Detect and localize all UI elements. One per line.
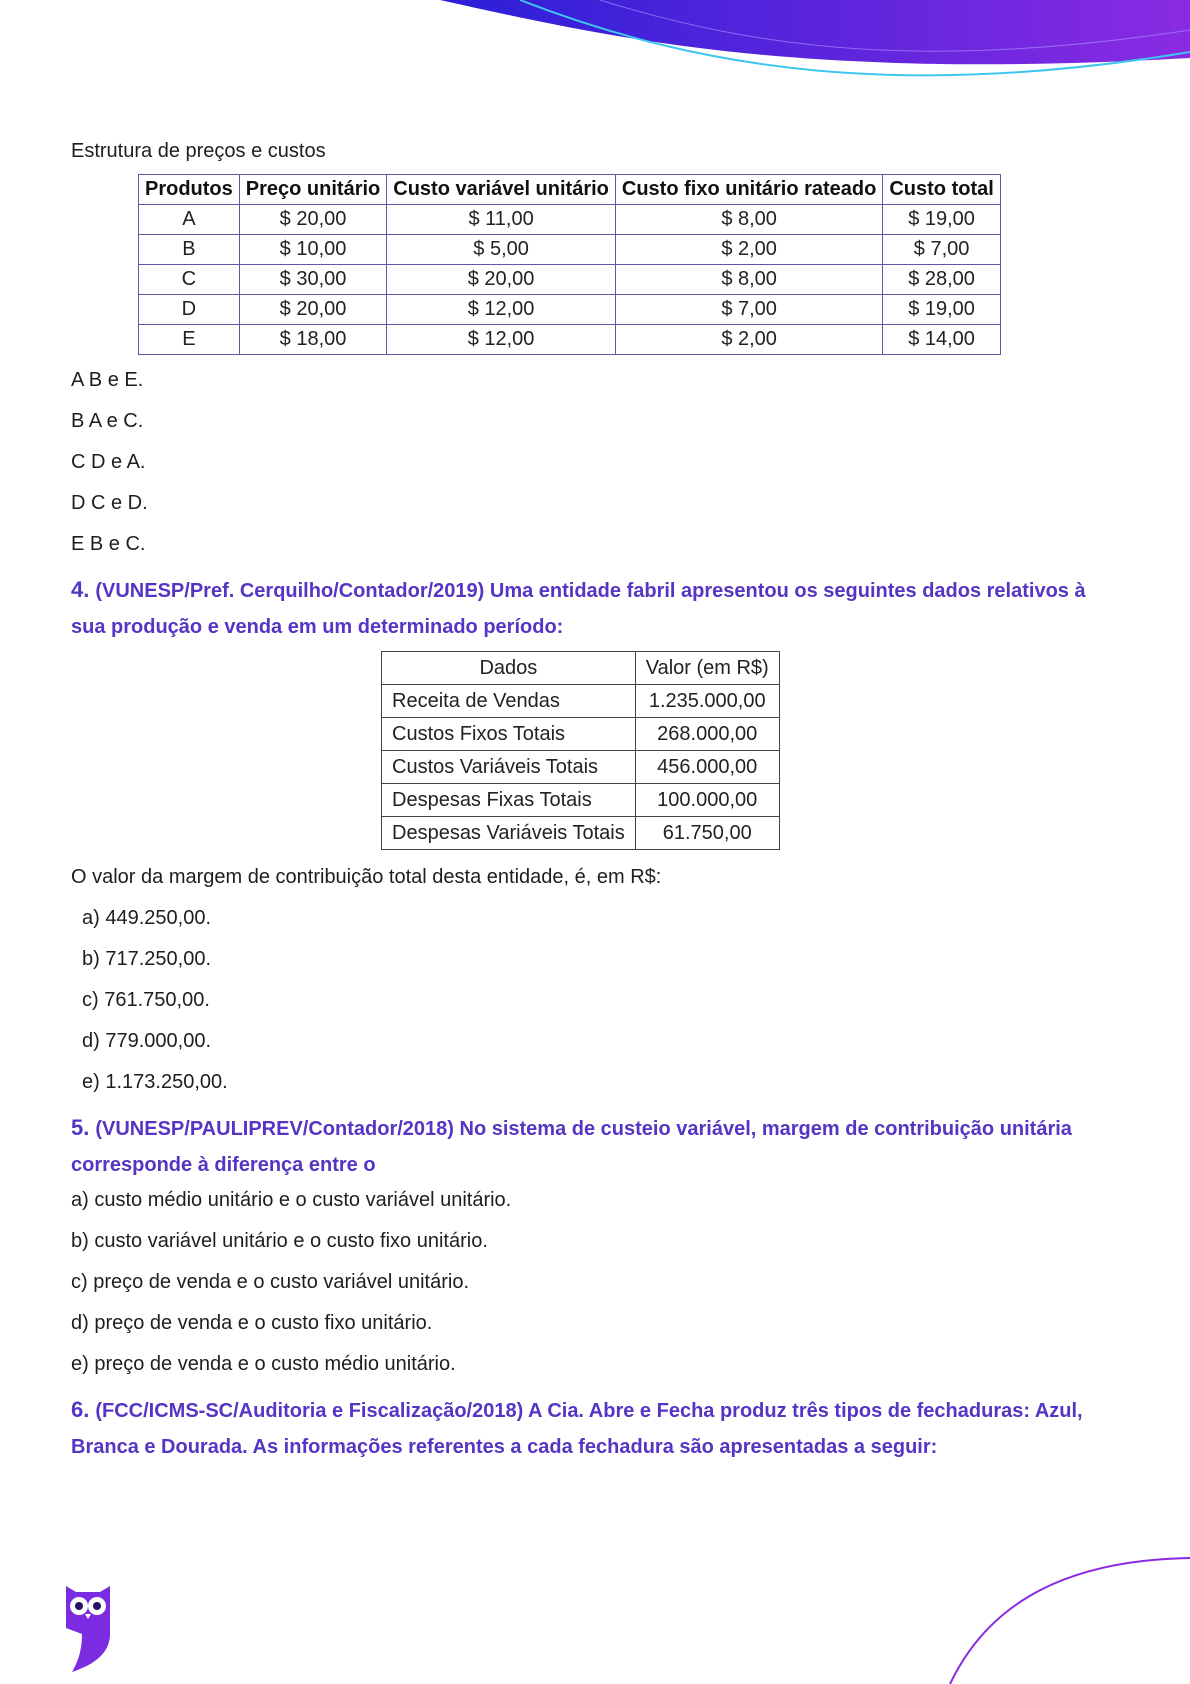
table-cell: Despesas Fixas Totais [382, 784, 636, 817]
table-row [382, 751, 780, 784]
table-cell: 1.235.000,00 [635, 685, 779, 718]
table-cell: $ 12,00 [387, 325, 616, 355]
table-cell: C [139, 265, 240, 295]
table-cell: $ 8,00 [615, 205, 882, 235]
owl-logo-icon [60, 1578, 116, 1674]
table-row [139, 295, 1001, 325]
table-cell: $ 20,00 [387, 265, 616, 295]
table-row [382, 817, 780, 850]
answer-option: e) 1.173.250,00. [82, 1071, 228, 1093]
table-cell: $ 5,00 [387, 235, 616, 265]
header-cell: Dados [382, 652, 636, 685]
answer-option: B A e C. [71, 410, 144, 432]
table-cell: $ 8,00 [615, 265, 882, 295]
table-cell: $ 30,00 [239, 265, 386, 295]
header-cell: Custo total [883, 175, 1000, 205]
table-cell: $ 20,00 [239, 295, 386, 325]
table-cell: A [139, 205, 240, 235]
table-cell: $ 2,00 [615, 235, 882, 265]
table-cell: Custos Variáveis Totais [382, 751, 636, 784]
table-cell: $ 7,00 [615, 295, 882, 325]
answer-option: c) 761.750,00. [82, 989, 210, 1011]
table-row [382, 685, 780, 718]
question-5-statement [71, 1110, 1121, 1183]
table-cell: D [139, 295, 240, 325]
header-wave-decoration [0, 0, 1190, 110]
table-cell: $ 14,00 [883, 325, 1000, 355]
header-cell: Preço unitário [239, 175, 386, 205]
question-text: (VUNESP/Pref. Cerquilho/Contador/2019) Uma entidade fabril apresentou os seguintes dados relativos à sua produção e venda em um determinado período: [71, 580, 1086, 638]
header-cell: Custo fixo unitário rateado [615, 175, 882, 205]
answer-option: E B e C. [71, 533, 146, 555]
table-cell: $ 7,00 [883, 235, 1000, 265]
table-row [139, 235, 1001, 265]
question-number: 5. [71, 1115, 90, 1140]
answer-option: d) preço de venda e o custo fixo unitário. [71, 1312, 433, 1334]
answer-option: A B e E. [71, 369, 144, 391]
answer-option: D C e D. [71, 492, 148, 514]
header-cell: Custo variável unitário [387, 175, 616, 205]
table-row [139, 265, 1001, 295]
answer-option: c) preço de venda e o custo variável unitário. [71, 1271, 469, 1293]
table-header-row [139, 175, 1001, 205]
question-6-statement [71, 1392, 1121, 1465]
answer-option: a) custo médio unitário e o custo variável unitário. [71, 1189, 512, 1211]
table-cell: Despesas Variáveis Totais [382, 817, 636, 850]
answer-option: b) 717.250,00. [82, 948, 211, 970]
question-4-statement [71, 572, 1121, 645]
table-row [382, 718, 780, 751]
table-header-row [382, 652, 780, 685]
table-cell: Receita de Vendas [382, 685, 636, 718]
answer-option: b) custo variável unitário e o custo fixo unitário. [71, 1230, 488, 1252]
table-cell: $ 11,00 [387, 205, 616, 235]
table-cell: $ 19,00 [883, 205, 1000, 235]
table-cell: 100.000,00 [635, 784, 779, 817]
table-row [382, 784, 780, 817]
production-data-table [381, 651, 780, 850]
answer-option: d) 779.000,00. [82, 1030, 211, 1052]
table-cell: 61.750,00 [635, 817, 779, 850]
table-row [139, 325, 1001, 355]
table-cell: 268.000,00 [635, 718, 779, 751]
table-cell: E [139, 325, 240, 355]
header-cell: Valor (em R$) [635, 652, 779, 685]
table-cell: $ 28,00 [883, 265, 1000, 295]
answer-option: a) 449.250,00. [82, 907, 211, 929]
table-cell: $ 10,00 [239, 235, 386, 265]
table-cell: Custos Fixos Totais [382, 718, 636, 751]
header-cell: Produtos [139, 175, 240, 205]
table-cell: $ 18,00 [239, 325, 386, 355]
footer-wave-decoration [0, 1530, 1190, 1684]
table-cell: 456.000,00 [635, 751, 779, 784]
table-cell: $ 2,00 [615, 325, 882, 355]
question-number: 6. [71, 1397, 90, 1422]
answer-option: C D e A. [71, 451, 146, 473]
question-text: (FCC/ICMS-SC/Auditoria e Fiscalização/2018) A Cia. Abre e Fecha produz três tipos de fechaduras: Azul, Branca e Dourada. As informações referentes a cada fechadura são apresentadas a seguir: [71, 1400, 1083, 1458]
question-prompt: O valor da margem de contribuição total desta entidade, é, em R$: [71, 866, 662, 888]
table-row [139, 205, 1001, 235]
table-cell: $ 20,00 [239, 205, 386, 235]
page-content [71, 138, 1121, 1469]
table-cell: B [139, 235, 240, 265]
price-cost-table [138, 174, 1001, 355]
question-text: (VUNESP/PAULIPREV/Contador/2018) No sistema de custeio variável, margem de contribuição unitária corresponde à diferença entre o [71, 1118, 1072, 1176]
table-cell: $ 19,00 [883, 295, 1000, 325]
table-caption: Estrutura de preços e custos [71, 140, 326, 162]
table-cell: $ 12,00 [387, 295, 616, 325]
answer-option: e) preço de venda e o custo médio unitário. [71, 1353, 456, 1375]
question-number: 4. [71, 577, 90, 602]
